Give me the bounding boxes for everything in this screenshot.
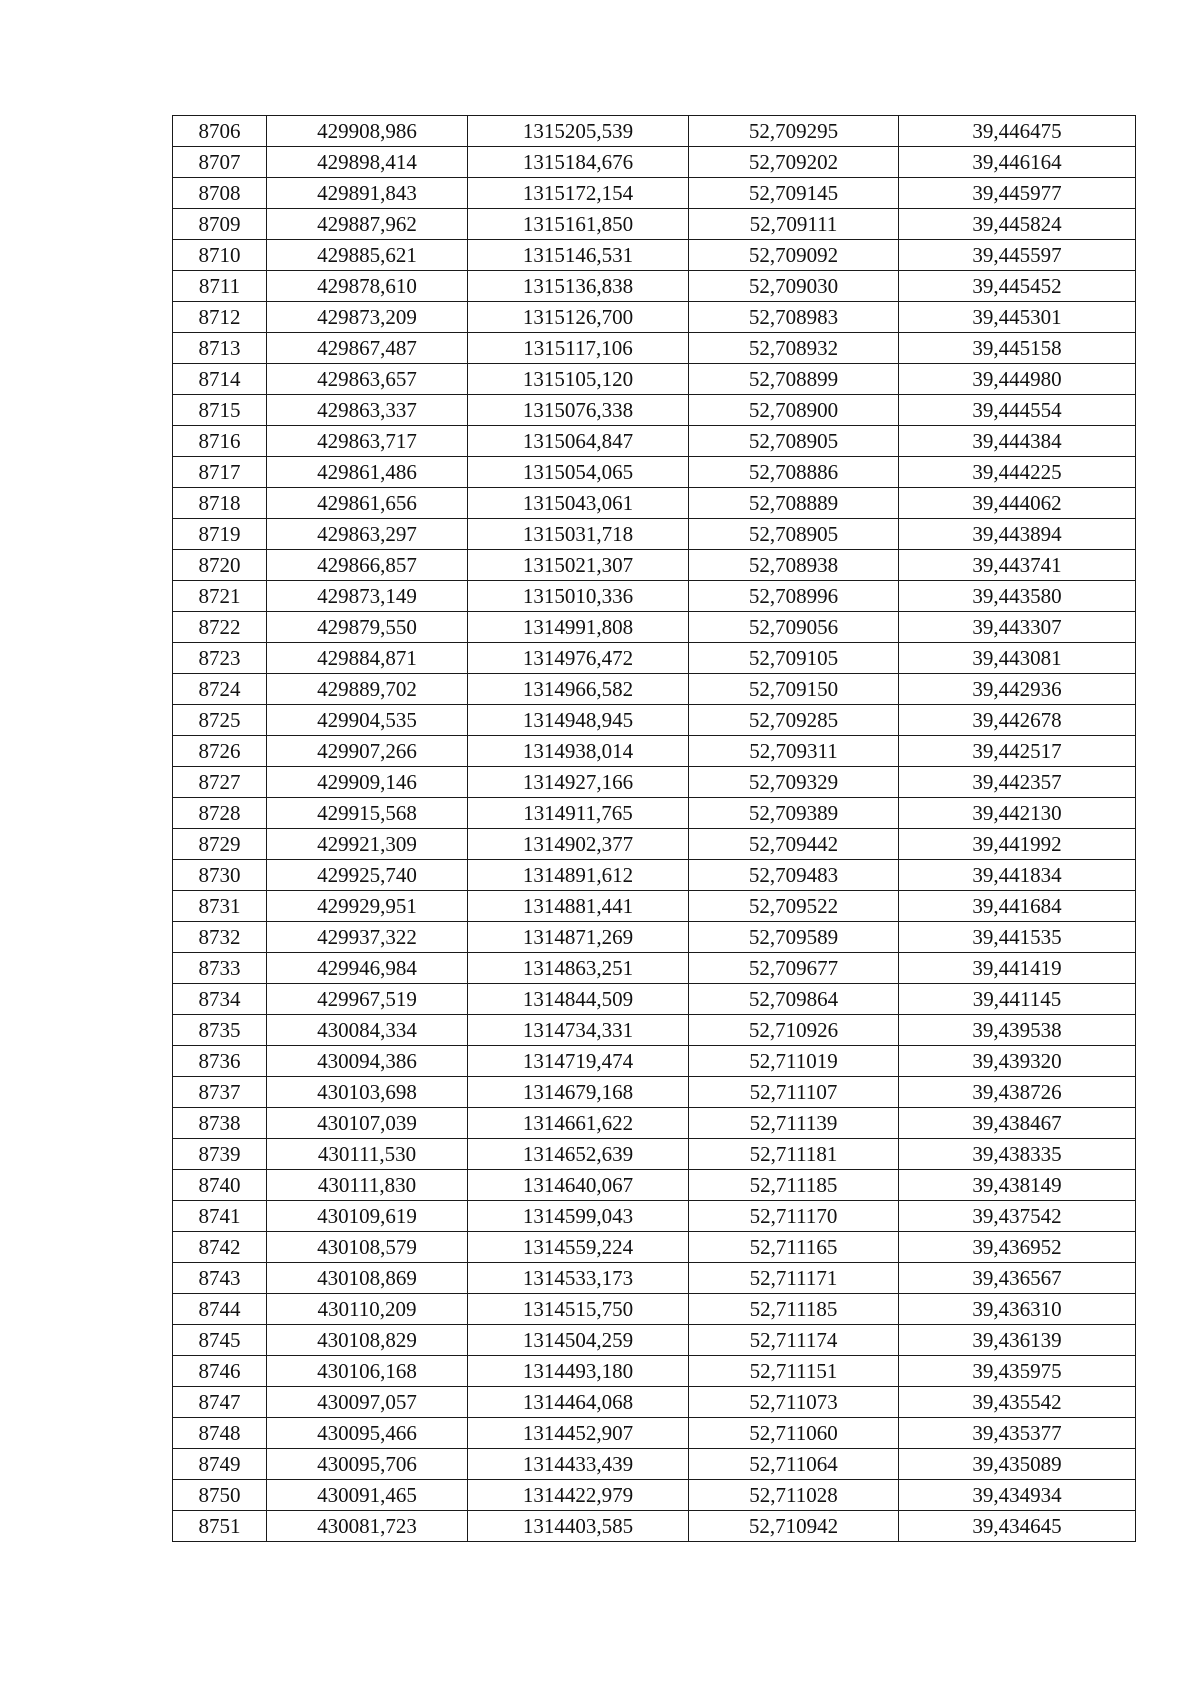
longitude-cell: 39,439538	[899, 1015, 1136, 1046]
point-number-cell: 8719	[173, 519, 267, 550]
longitude-cell: 39,435089	[899, 1449, 1136, 1480]
latitude-cell: 52,709285	[689, 705, 899, 736]
point-number-cell: 8750	[173, 1480, 267, 1511]
longitude-cell: 39,445824	[899, 209, 1136, 240]
x-coordinate-cell: 430111,830	[267, 1170, 468, 1201]
x-coordinate-cell: 429909,146	[267, 767, 468, 798]
longitude-cell: 39,435975	[899, 1356, 1136, 1387]
point-number-cell: 8730	[173, 860, 267, 891]
y-coordinate-cell: 1314991,808	[468, 612, 689, 643]
latitude-cell: 52,709030	[689, 271, 899, 302]
y-coordinate-cell: 1314948,945	[468, 705, 689, 736]
y-coordinate-cell: 1314533,173	[468, 1263, 689, 1294]
longitude-cell: 39,445158	[899, 333, 1136, 364]
point-number-cell: 8711	[173, 271, 267, 302]
table-row	[173, 1108, 1136, 1139]
x-coordinate-cell: 430111,530	[267, 1139, 468, 1170]
table-row	[173, 178, 1136, 209]
longitude-cell: 39,441684	[899, 891, 1136, 922]
y-coordinate-cell: 1314433,439	[468, 1449, 689, 1480]
longitude-cell: 39,444384	[899, 426, 1136, 457]
table-row	[173, 860, 1136, 891]
point-number-cell: 8708	[173, 178, 267, 209]
x-coordinate-cell: 429861,486	[267, 457, 468, 488]
latitude-cell: 52,709329	[689, 767, 899, 798]
longitude-cell: 39,444554	[899, 395, 1136, 426]
longitude-cell: 39,437542	[899, 1201, 1136, 1232]
longitude-cell: 39,445977	[899, 178, 1136, 209]
latitude-cell: 52,709092	[689, 240, 899, 271]
x-coordinate-cell: 429929,951	[267, 891, 468, 922]
x-coordinate-cell: 429925,740	[267, 860, 468, 891]
table-row	[173, 612, 1136, 643]
longitude-cell: 39,444980	[899, 364, 1136, 395]
point-number-cell: 8739	[173, 1139, 267, 1170]
latitude-cell: 52,711171	[689, 1263, 899, 1294]
table-row	[173, 1356, 1136, 1387]
y-coordinate-cell: 1315136,838	[468, 271, 689, 302]
table-row	[173, 1418, 1136, 1449]
latitude-cell: 52,708996	[689, 581, 899, 612]
x-coordinate-cell: 430107,039	[267, 1108, 468, 1139]
point-number-cell: 8718	[173, 488, 267, 519]
point-number-cell: 8712	[173, 302, 267, 333]
latitude-cell: 52,708938	[689, 550, 899, 581]
latitude-cell: 52,709056	[689, 612, 899, 643]
table-row	[173, 488, 1136, 519]
y-coordinate-cell: 1314515,750	[468, 1294, 689, 1325]
longitude-cell: 39,445597	[899, 240, 1136, 271]
longitude-cell: 39,446475	[899, 116, 1136, 147]
point-number-cell: 8716	[173, 426, 267, 457]
latitude-cell: 52,711139	[689, 1108, 899, 1139]
latitude-cell: 52,711185	[689, 1170, 899, 1201]
y-coordinate-cell: 1314976,472	[468, 643, 689, 674]
longitude-cell: 39,446164	[899, 147, 1136, 178]
point-number-cell: 8749	[173, 1449, 267, 1480]
point-number-cell: 8721	[173, 581, 267, 612]
longitude-cell: 39,445452	[899, 271, 1136, 302]
latitude-cell: 52,708983	[689, 302, 899, 333]
table-row	[173, 643, 1136, 674]
y-coordinate-cell: 1314493,180	[468, 1356, 689, 1387]
x-coordinate-cell: 430091,465	[267, 1480, 468, 1511]
x-coordinate-cell: 430084,334	[267, 1015, 468, 1046]
table-row	[173, 891, 1136, 922]
x-coordinate-cell: 429908,986	[267, 116, 468, 147]
longitude-cell: 39,438335	[899, 1139, 1136, 1170]
x-coordinate-cell: 430110,209	[267, 1294, 468, 1325]
y-coordinate-cell: 1315021,307	[468, 550, 689, 581]
x-coordinate-cell: 430106,168	[267, 1356, 468, 1387]
table-row	[173, 147, 1136, 178]
latitude-cell: 52,711060	[689, 1418, 899, 1449]
y-coordinate-cell: 1314881,441	[468, 891, 689, 922]
longitude-cell: 39,444225	[899, 457, 1136, 488]
latitude-cell: 52,708932	[689, 333, 899, 364]
x-coordinate-cell: 430081,723	[267, 1511, 468, 1542]
point-number-cell: 8731	[173, 891, 267, 922]
latitude-cell: 52,709105	[689, 643, 899, 674]
y-coordinate-cell: 1315064,847	[468, 426, 689, 457]
x-coordinate-cell: 429879,550	[267, 612, 468, 643]
latitude-cell: 52,709202	[689, 147, 899, 178]
latitude-cell: 52,708886	[689, 457, 899, 488]
point-number-cell: 8747	[173, 1387, 267, 1418]
latitude-cell: 52,708889	[689, 488, 899, 519]
x-coordinate-cell: 430094,386	[267, 1046, 468, 1077]
table-row	[173, 457, 1136, 488]
x-coordinate-cell: 429915,568	[267, 798, 468, 829]
y-coordinate-cell: 1315172,154	[468, 178, 689, 209]
point-number-cell: 8722	[173, 612, 267, 643]
latitude-cell: 52,709483	[689, 860, 899, 891]
x-coordinate-cell: 429867,487	[267, 333, 468, 364]
y-coordinate-cell: 1314599,043	[468, 1201, 689, 1232]
table-row	[173, 519, 1136, 550]
latitude-cell: 52,710942	[689, 1511, 899, 1542]
x-coordinate-cell: 429946,984	[267, 953, 468, 984]
longitude-cell: 39,435377	[899, 1418, 1136, 1449]
longitude-cell: 39,441145	[899, 984, 1136, 1015]
latitude-cell: 52,711151	[689, 1356, 899, 1387]
y-coordinate-cell: 1314403,585	[468, 1511, 689, 1542]
longitude-cell: 39,436310	[899, 1294, 1136, 1325]
table-row	[173, 1449, 1136, 1480]
y-coordinate-cell: 1314559,224	[468, 1232, 689, 1263]
x-coordinate-cell: 429863,297	[267, 519, 468, 550]
point-number-cell: 8751	[173, 1511, 267, 1542]
longitude-cell: 39,439320	[899, 1046, 1136, 1077]
latitude-cell: 52,709389	[689, 798, 899, 829]
x-coordinate-cell: 430103,698	[267, 1077, 468, 1108]
longitude-cell: 39,443307	[899, 612, 1136, 643]
table-row	[173, 426, 1136, 457]
point-number-cell: 8735	[173, 1015, 267, 1046]
x-coordinate-cell: 429873,149	[267, 581, 468, 612]
table-row	[173, 922, 1136, 953]
latitude-cell: 52,711073	[689, 1387, 899, 1418]
x-coordinate-cell: 429898,414	[267, 147, 468, 178]
longitude-cell: 39,442130	[899, 798, 1136, 829]
x-coordinate-cell: 429863,717	[267, 426, 468, 457]
latitude-cell: 52,708905	[689, 426, 899, 457]
latitude-cell: 52,709522	[689, 891, 899, 922]
y-coordinate-cell: 1315184,676	[468, 147, 689, 178]
x-coordinate-cell: 429967,519	[267, 984, 468, 1015]
y-coordinate-cell: 1315117,106	[468, 333, 689, 364]
x-coordinate-cell: 429863,337	[267, 395, 468, 426]
latitude-cell: 52,711165	[689, 1232, 899, 1263]
y-coordinate-cell: 1315031,718	[468, 519, 689, 550]
table-row	[173, 798, 1136, 829]
table-row	[173, 116, 1136, 147]
table-row	[173, 1294, 1136, 1325]
table-row	[173, 1077, 1136, 1108]
longitude-cell: 39,441419	[899, 953, 1136, 984]
x-coordinate-cell: 429904,535	[267, 705, 468, 736]
longitude-cell: 39,443081	[899, 643, 1136, 674]
table-row	[173, 1015, 1136, 1046]
point-number-cell: 8707	[173, 147, 267, 178]
latitude-cell: 52,709295	[689, 116, 899, 147]
table-row	[173, 271, 1136, 302]
latitude-cell: 52,709442	[689, 829, 899, 860]
point-number-cell: 8742	[173, 1232, 267, 1263]
latitude-cell: 52,711064	[689, 1449, 899, 1480]
point-number-cell: 8738	[173, 1108, 267, 1139]
table-row	[173, 1387, 1136, 1418]
y-coordinate-cell: 1314464,068	[468, 1387, 689, 1418]
longitude-cell: 39,443580	[899, 581, 1136, 612]
point-number-cell: 8729	[173, 829, 267, 860]
point-number-cell: 8734	[173, 984, 267, 1015]
y-coordinate-cell: 1314452,907	[468, 1418, 689, 1449]
latitude-cell: 52,711170	[689, 1201, 899, 1232]
x-coordinate-cell: 429921,309	[267, 829, 468, 860]
table-row	[173, 395, 1136, 426]
latitude-cell: 52,711028	[689, 1480, 899, 1511]
longitude-cell: 39,438726	[899, 1077, 1136, 1108]
y-coordinate-cell: 1314938,014	[468, 736, 689, 767]
x-coordinate-cell: 429937,322	[267, 922, 468, 953]
point-number-cell: 8743	[173, 1263, 267, 1294]
point-number-cell: 8727	[173, 767, 267, 798]
x-coordinate-cell: 429889,702	[267, 674, 468, 705]
longitude-cell: 39,434934	[899, 1480, 1136, 1511]
x-coordinate-cell: 430108,869	[267, 1263, 468, 1294]
table-row	[173, 736, 1136, 767]
y-coordinate-cell: 1314902,377	[468, 829, 689, 860]
y-coordinate-cell: 1315043,061	[468, 488, 689, 519]
longitude-cell: 39,444062	[899, 488, 1136, 519]
longitude-cell: 39,442357	[899, 767, 1136, 798]
y-coordinate-cell: 1314891,612	[468, 860, 689, 891]
x-coordinate-cell: 429884,871	[267, 643, 468, 674]
point-number-cell: 8717	[173, 457, 267, 488]
y-coordinate-cell: 1315146,531	[468, 240, 689, 271]
point-number-cell: 8741	[173, 1201, 267, 1232]
y-coordinate-cell: 1314911,765	[468, 798, 689, 829]
point-number-cell: 8746	[173, 1356, 267, 1387]
point-number-cell: 8723	[173, 643, 267, 674]
x-coordinate-cell: 429863,657	[267, 364, 468, 395]
y-coordinate-cell: 1315054,065	[468, 457, 689, 488]
latitude-cell: 52,711107	[689, 1077, 899, 1108]
table-row	[173, 364, 1136, 395]
y-coordinate-cell: 1314679,168	[468, 1077, 689, 1108]
y-coordinate-cell: 1315161,850	[468, 209, 689, 240]
latitude-cell: 52,711185	[689, 1294, 899, 1325]
table-row	[173, 1170, 1136, 1201]
point-number-cell: 8714	[173, 364, 267, 395]
y-coordinate-cell: 1314863,251	[468, 953, 689, 984]
longitude-cell: 39,442517	[899, 736, 1136, 767]
latitude-cell: 52,709311	[689, 736, 899, 767]
point-number-cell: 8726	[173, 736, 267, 767]
y-coordinate-cell: 1314652,639	[468, 1139, 689, 1170]
latitude-cell: 52,710926	[689, 1015, 899, 1046]
table-row	[173, 984, 1136, 1015]
x-coordinate-cell: 429907,266	[267, 736, 468, 767]
x-coordinate-cell: 429866,857	[267, 550, 468, 581]
y-coordinate-cell: 1315105,120	[468, 364, 689, 395]
point-number-cell: 8736	[173, 1046, 267, 1077]
table-row	[173, 333, 1136, 364]
table-row	[173, 302, 1136, 333]
table-row	[173, 1046, 1136, 1077]
latitude-cell: 52,708905	[689, 519, 899, 550]
x-coordinate-cell: 430108,579	[267, 1232, 468, 1263]
table-row	[173, 953, 1136, 984]
table-row	[173, 705, 1136, 736]
y-coordinate-cell: 1314719,474	[468, 1046, 689, 1077]
latitude-cell: 52,711019	[689, 1046, 899, 1077]
table-row	[173, 1201, 1136, 1232]
point-number-cell: 8713	[173, 333, 267, 364]
table-row	[173, 1232, 1136, 1263]
longitude-cell: 39,434645	[899, 1511, 1136, 1542]
table-row	[173, 1263, 1136, 1294]
y-coordinate-cell: 1314734,331	[468, 1015, 689, 1046]
longitude-cell: 39,438149	[899, 1170, 1136, 1201]
x-coordinate-cell: 430108,829	[267, 1325, 468, 1356]
longitude-cell: 39,445301	[899, 302, 1136, 333]
longitude-cell: 39,442936	[899, 674, 1136, 705]
x-coordinate-cell: 429891,843	[267, 178, 468, 209]
longitude-cell: 39,438467	[899, 1108, 1136, 1139]
point-number-cell: 8733	[173, 953, 267, 984]
table-row	[173, 767, 1136, 798]
longitude-cell: 39,436139	[899, 1325, 1136, 1356]
latitude-cell: 52,708899	[689, 364, 899, 395]
latitude-cell: 52,709145	[689, 178, 899, 209]
x-coordinate-cell: 430095,466	[267, 1418, 468, 1449]
x-coordinate-cell: 430109,619	[267, 1201, 468, 1232]
latitude-cell: 52,709864	[689, 984, 899, 1015]
point-number-cell: 8720	[173, 550, 267, 581]
coordinates-table-body	[173, 116, 1136, 1542]
latitude-cell: 52,709111	[689, 209, 899, 240]
x-coordinate-cell: 429885,621	[267, 240, 468, 271]
latitude-cell: 52,711181	[689, 1139, 899, 1170]
longitude-cell: 39,441834	[899, 860, 1136, 891]
longitude-cell: 39,441992	[899, 829, 1136, 860]
latitude-cell: 52,708900	[689, 395, 899, 426]
y-coordinate-cell: 1314966,582	[468, 674, 689, 705]
point-number-cell: 8745	[173, 1325, 267, 1356]
x-coordinate-cell: 429873,209	[267, 302, 468, 333]
y-coordinate-cell: 1314844,509	[468, 984, 689, 1015]
y-coordinate-cell: 1315010,336	[468, 581, 689, 612]
table-row	[173, 1325, 1136, 1356]
point-number-cell: 8737	[173, 1077, 267, 1108]
y-coordinate-cell: 1314661,622	[468, 1108, 689, 1139]
point-number-cell: 8709	[173, 209, 267, 240]
table-row	[173, 1511, 1136, 1542]
point-number-cell: 8748	[173, 1418, 267, 1449]
table-row	[173, 209, 1136, 240]
longitude-cell: 39,435542	[899, 1387, 1136, 1418]
x-coordinate-cell: 430097,057	[267, 1387, 468, 1418]
y-coordinate-cell: 1314504,259	[468, 1325, 689, 1356]
y-coordinate-cell: 1315076,338	[468, 395, 689, 426]
table-row	[173, 1139, 1136, 1170]
coordinates-table	[172, 115, 1136, 1542]
latitude-cell: 52,709150	[689, 674, 899, 705]
longitude-cell: 39,441535	[899, 922, 1136, 953]
point-number-cell: 8710	[173, 240, 267, 271]
y-coordinate-cell: 1314927,166	[468, 767, 689, 798]
x-coordinate-cell: 429887,962	[267, 209, 468, 240]
y-coordinate-cell: 1315126,700	[468, 302, 689, 333]
point-number-cell: 8732	[173, 922, 267, 953]
x-coordinate-cell: 430095,706	[267, 1449, 468, 1480]
longitude-cell: 39,436952	[899, 1232, 1136, 1263]
table-row	[173, 829, 1136, 860]
x-coordinate-cell: 429878,610	[267, 271, 468, 302]
point-number-cell: 8728	[173, 798, 267, 829]
x-coordinate-cell: 429861,656	[267, 488, 468, 519]
longitude-cell: 39,443741	[899, 550, 1136, 581]
y-coordinate-cell: 1315205,539	[468, 116, 689, 147]
table-row	[173, 240, 1136, 271]
point-number-cell: 8725	[173, 705, 267, 736]
latitude-cell: 52,709677	[689, 953, 899, 984]
table-row	[173, 550, 1136, 581]
point-number-cell: 8724	[173, 674, 267, 705]
latitude-cell: 52,709589	[689, 922, 899, 953]
table-row	[173, 581, 1136, 612]
longitude-cell: 39,443894	[899, 519, 1136, 550]
point-number-cell: 8715	[173, 395, 267, 426]
latitude-cell: 52,711174	[689, 1325, 899, 1356]
table-row	[173, 674, 1136, 705]
y-coordinate-cell: 1314422,979	[468, 1480, 689, 1511]
longitude-cell: 39,442678	[899, 705, 1136, 736]
longitude-cell: 39,436567	[899, 1263, 1136, 1294]
y-coordinate-cell: 1314640,067	[468, 1170, 689, 1201]
y-coordinate-cell: 1314871,269	[468, 922, 689, 953]
table-row	[173, 1480, 1136, 1511]
point-number-cell: 8744	[173, 1294, 267, 1325]
point-number-cell: 8706	[173, 116, 267, 147]
point-number-cell: 8740	[173, 1170, 267, 1201]
